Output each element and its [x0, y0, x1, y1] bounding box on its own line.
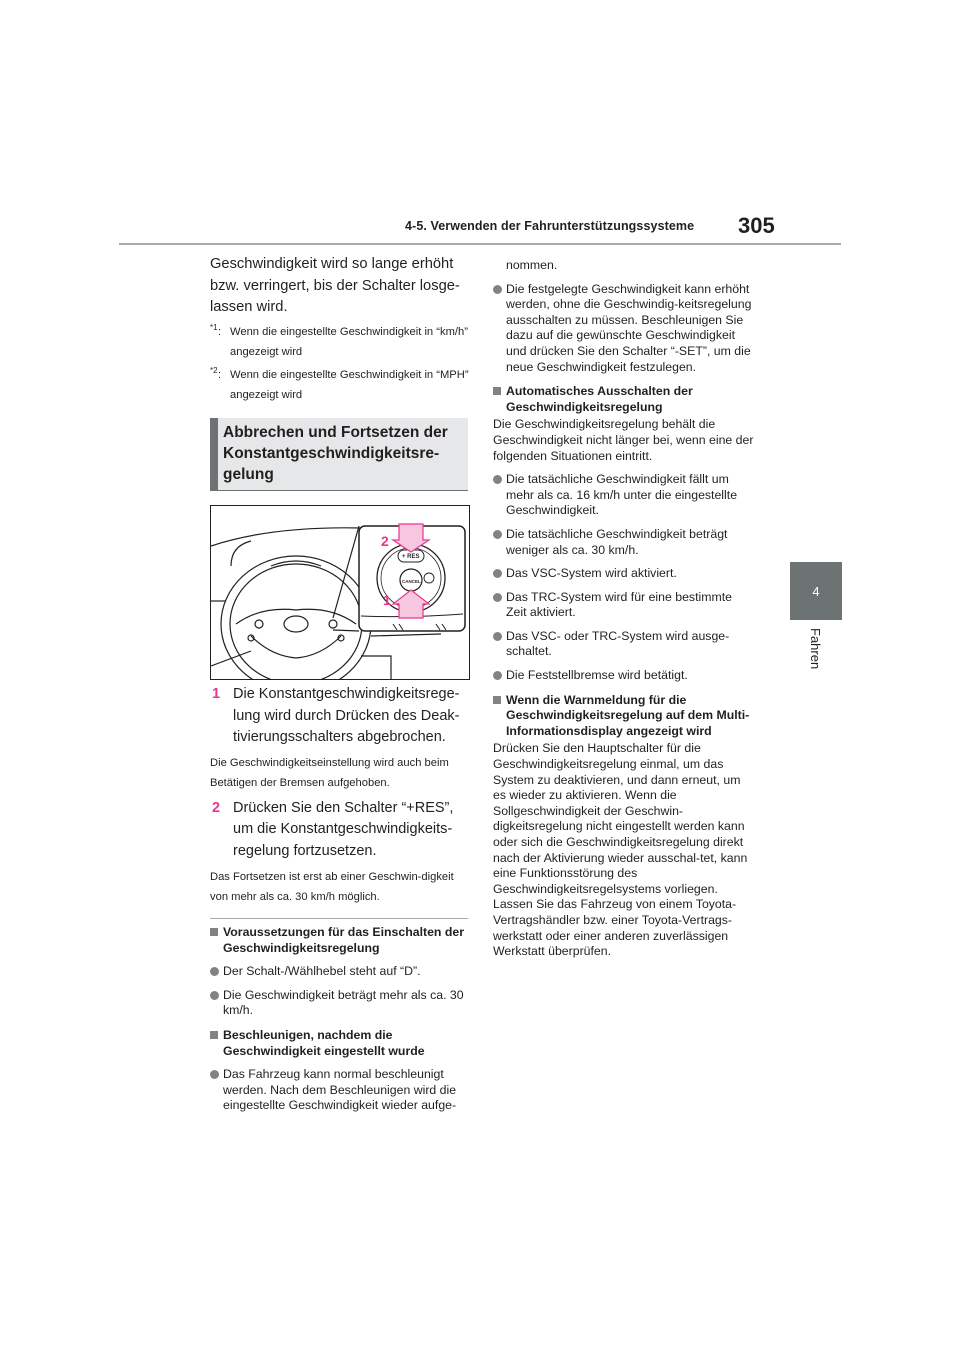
- section-heading-bar: [210, 418, 218, 490]
- steps-block: [210, 684, 470, 907]
- auto-off-item: Die Feststellbremse wird betätigt.: [493, 668, 755, 684]
- footnote-1-text: Wenn die eingestellte Geschwindigkeit in “km/h” angezeigt wird: [230, 325, 468, 358]
- chapter-label: [788, 628, 844, 688]
- footnote-2-mark: *2: [210, 365, 218, 375]
- warning-text: Drücken Sie den Hauptschalter für die Geschwindigkeitsregelung einmal, um das System zu deaktivieren, und dann erneut, um es wieder zu aktivieren. Wenn die Sollgeschwindigkeit der Geschwin-digkeitsregelung nicht eingestellt werden kann oder sich die Geschwindigkeitsregelung direkt nach der Aktivierung wieder ausschal-tet, kann eine Funktionsstörung des Geschwindigkeitsregelsystems vorliegen. Lassen Sie das Fahrzeug von einem Toyota-Vertragshändler bzw. einer Toyota-Vertrags-werkstatt oder einer anderen zuverlässigen Werkstatt überprüfen.: [493, 741, 748, 959]
- chapter-label-text: Fahren: [808, 628, 823, 670]
- auto-off-item: Die tatsächliche Geschwindigkeit fällt um mehr als ca. 16 km/h unter die eingestellte Geschwindigkeit.: [493, 472, 755, 519]
- cancel-button-label: CANCEL: [402, 579, 421, 584]
- step-1-number: 1: [212, 686, 221, 702]
- auto-off-item: Das VSC-System wird aktiviert.: [493, 566, 755, 582]
- prereq-item: Die Geschwindigkeit beträgt mehr als ca. 30 km/h.: [210, 988, 470, 1019]
- auto-off-item: Die tatsächliche Geschwindigkeit beträgt weniger als ca. 30 km/h.: [493, 527, 755, 558]
- right-column: [493, 258, 755, 960]
- step-2-text: Drücken Sie den Schalter “+RES”, um die Konstantgeschwindigkeits-regelung fortzusetzen.: [233, 799, 454, 859]
- callout-2: 2: [381, 533, 389, 549]
- footnote-1-mark: *1: [210, 322, 218, 332]
- step-1-note: Die Geschwindigkeitseinstellung wird auch beim Betätigen der Bremsen aufgehoben.: [210, 756, 449, 789]
- footnote-1: *1 : Wenn die eingestellte Geschwindigkeit in “km/h” angezeigt wird: [210, 322, 470, 362]
- steering-wheel-figure: [210, 505, 470, 680]
- prereq-heading: Voraussetzungen für das Einschalten der Geschwindigkeitsregelung: [210, 925, 470, 956]
- res-button-label: + RES: [402, 554, 420, 560]
- footnote-2: *2 : Wenn die eingestellte Geschwindigkeit in “MPH” angezeigt wird: [210, 365, 470, 405]
- left-intro-block: [210, 254, 470, 405]
- auto-off-item: Das VSC- oder TRC-System wird ausge-schaltet.: [493, 629, 755, 660]
- chapter-number: 4: [812, 583, 820, 599]
- notes-divider: [210, 918, 468, 919]
- page-number: 305: [738, 213, 775, 238]
- step-2-note: Das Fortsetzen ist erst ab einer Geschwin-digkeit von mehr als ca. 30 km/h möglich.: [210, 870, 454, 903]
- step-2-number: 2: [212, 799, 221, 816]
- step-1-text: Die Konstantgeschwindigkeitsrege-lung wird durch Drücken des Deak-tivierungsschalters abgebrochen.: [233, 686, 460, 746]
- callout-1: 1: [383, 592, 391, 608]
- warning-heading: Wenn die Warnmeldung für die Geschwindigkeitsregelung auf dem Multi-Informationsdisplay angezeigt wird: [493, 693, 755, 740]
- auto-off-heading: Automatisches Ausschalten der Geschwindigkeitsregelung: [493, 384, 755, 415]
- left-notes-block: [210, 925, 470, 1114]
- accel-continuation: nommen.: [506, 258, 558, 272]
- step-2: [210, 798, 470, 863]
- auto-off-intro: Die Geschwindigkeitsregelung behält die Geschwindigkeit nicht länger bei, wenn eine der folgenden Situationen eintritt.: [493, 417, 754, 463]
- prereq-item: Der Schalt-/Wählhebel steht auf “D”.: [210, 964, 470, 980]
- section-title: 4-5. Verwenden der Fahrunterstützungssysteme: [405, 219, 695, 233]
- steering-wheel-illustration: [211, 506, 469, 679]
- header-rule: [119, 243, 841, 245]
- section-heading: Abbrechen und Fortsetzen der Konstantgeschwindigkeitsre-gelung: [223, 424, 448, 483]
- section-heading-box: [210, 418, 468, 491]
- chapter-tab: [790, 562, 842, 620]
- accel-heading: Beschleunigen, nachdem die Geschwindigkeit eingestellt wurde: [210, 1028, 470, 1059]
- accel-item-2: Die festgelegte Geschwindigkeit kann erhöht werden, ohne die Geschwindig-keitsregelung ausschalten zu müssen. Beschleunigen Sie dazu auf die gewünschte Geschwindigkeit und drücken Sie den Schalter “-SET”, um die neue Geschwindigkeit festzulegen.: [493, 282, 755, 376]
- accel-item: Das Fahrzeug kann normal beschleunigt werden. Nach dem Beschleunigen wird die eingestellte Geschwindigkeit wieder aufge-: [210, 1067, 470, 1114]
- footnote-2-text: Wenn die eingestellte Geschwindigkeit in “MPH” angezeigt wird: [230, 368, 469, 401]
- auto-off-item: Das TRC-System wird für eine bestimmte Zeit aktiviert.: [493, 590, 755, 621]
- step-1: [210, 684, 470, 749]
- intro-text: Geschwindigkeit wird so lange erhöht bzw. verringert, bis der Schalter losge-lassen wird.: [210, 256, 460, 315]
